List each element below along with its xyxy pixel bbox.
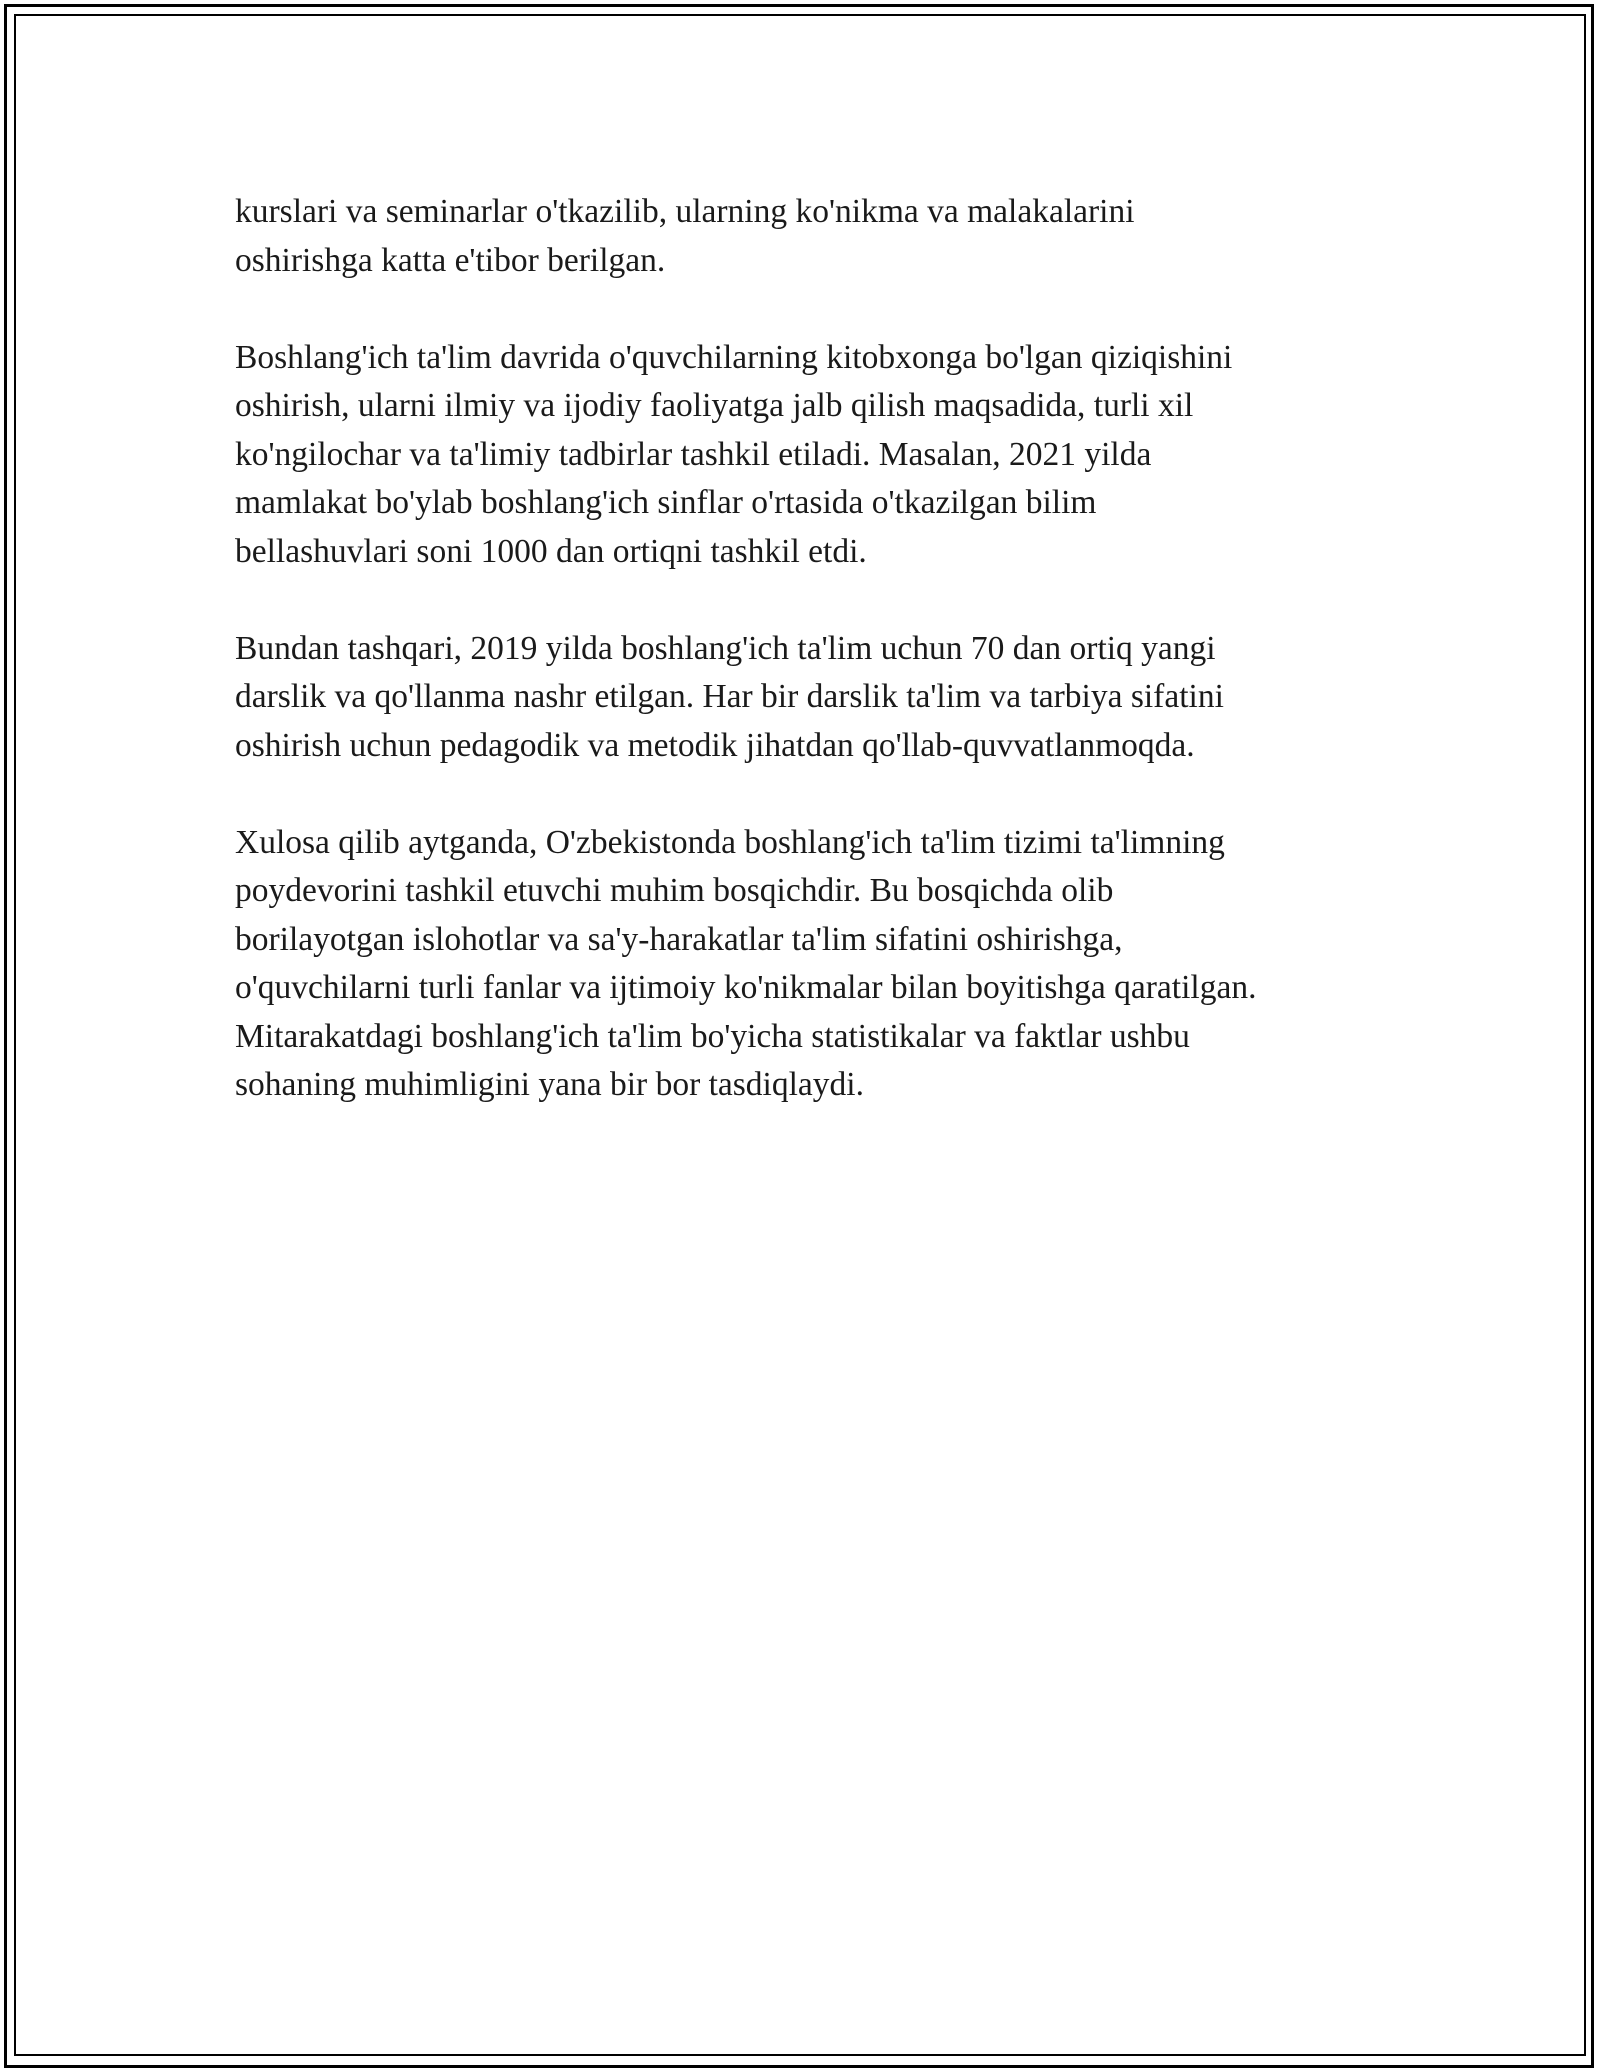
paragraph-3: Bundan tashqari, 2019 yilda boshlang'ich ta'lim uchun 70 dan ortiq yangi darslik va qo'llanma nashr etilgan. Har bir darslik ta'lim va tarbiya sifatini oshirish uchun pedagodik va metodik jihatdan qo'llab-quvvatlanmoqda. — [235, 629, 1224, 764]
paragraph-2: Boshlang'ich ta'lim davrida o'quvchilarning kitobxonga bo'lgan qiziqishini oshirish, ularni ilmiy va ijodiy faoliyatga jalb qilish maqsadida, turli xil ko'ngilochar va ta'limiy tadbirlar tashkil etiladi. Masalan, 2021 yilda mamlakat bo'ylab boshlang'ich sinflar o'rtasida o'tkazilgan bilim bellashuvlari soni 1000 dan ortiqni tashkil etdi. — [235, 338, 1233, 570]
document-body — [235, 188, 1395, 1158]
paragraph-4: Xulosa qilib aytganda, O'zbekistonda boshlang'ich ta'lim tizimi ta'limning poydevorini tashkil etuvchi muhim bosqichdir. Bu bosqichda olib borilayotgan islohotlar va sa'y-harakatlar ta'lim sifatini oshirishga, o'quvchilarni turli fanlar va ijtimoiy ko'nikmalar bilan boyitishga qaratilgan. Mitarakatdagi boshlang'ich ta'lim bo'yicha statistikalar va faktlar ushbu sohaning muhimligini yana bir bor tasdiqlaydi. — [235, 823, 1257, 1103]
paragraph-1: kurslari va seminarlar o'tkazilib, ularning ko'nikma va malakalarini oshirishga katta e'tibor berilgan. — [235, 193, 1135, 279]
